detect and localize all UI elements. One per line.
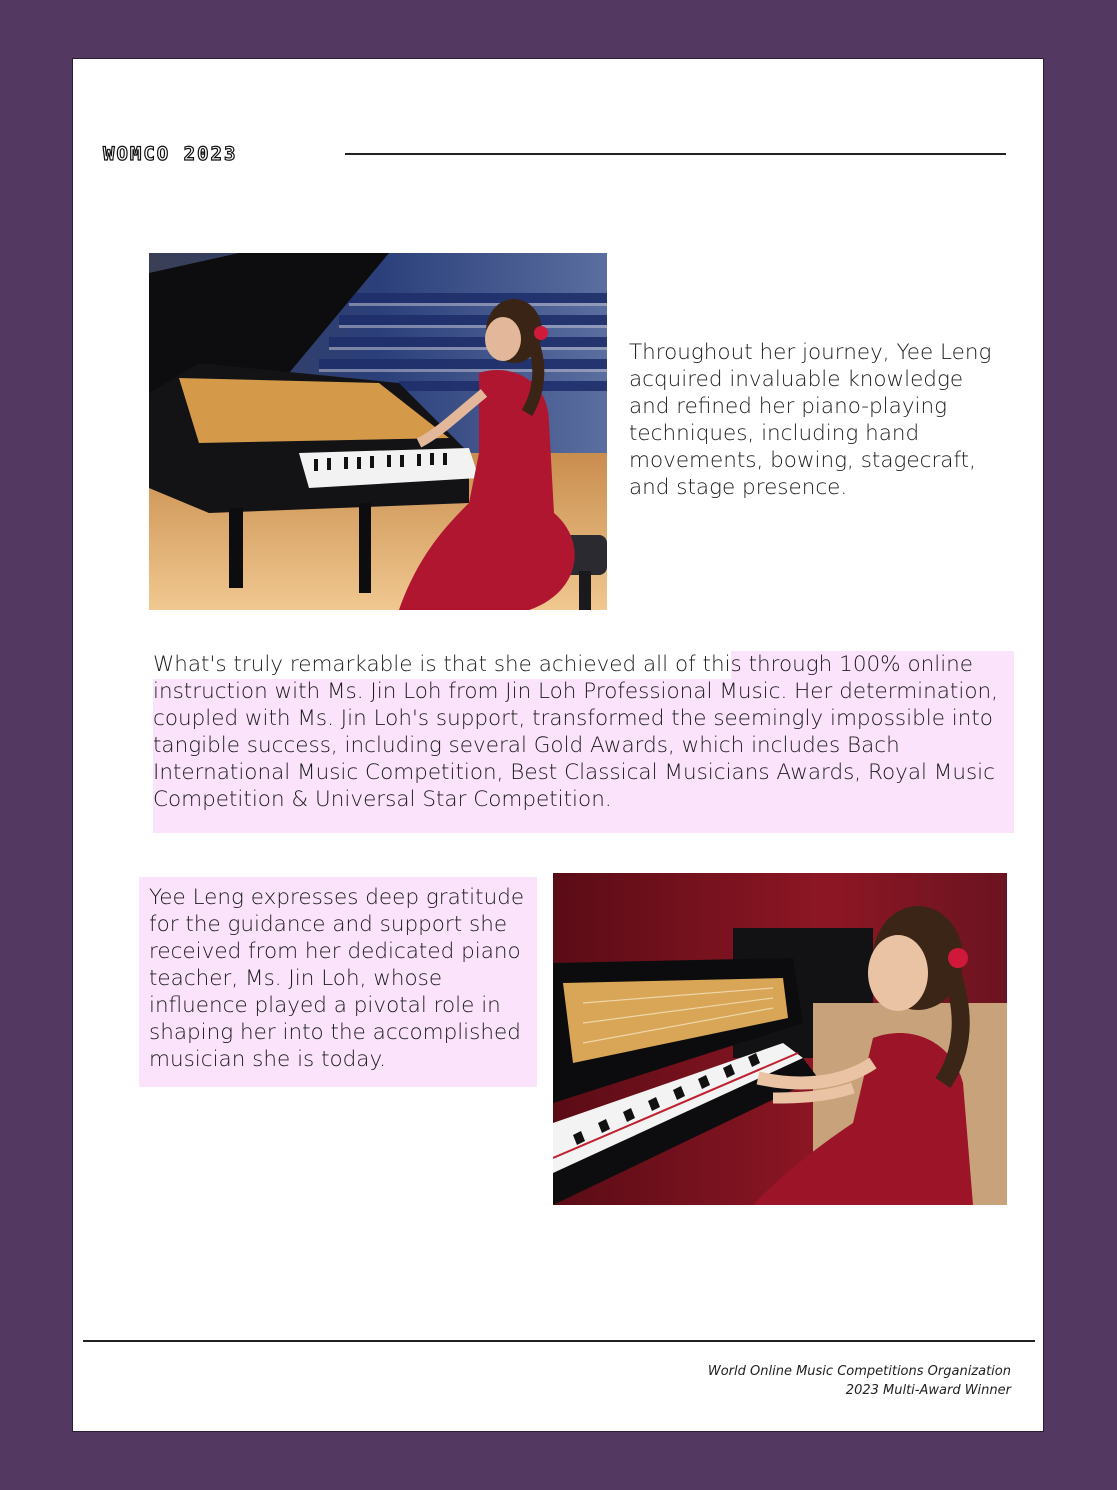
document-page <box>72 58 1044 1432</box>
remarkable-paragraph: What's truly remarkable is that she achieved all of this through 100% online instruction with Ms. Jin Loh from Jin Loh Professional Music. Her determination, coupled with Ms. Jin Loh's support, transformed the seemingly impossible into tangible success, including several Gold Awards, which includes Bach International Music Competition, Best Classical Musicians Awards, Royal Music Competition & Universal Star Competition. <box>153 651 1014 813</box>
footer-divider <box>83 1340 1035 1342</box>
intro-paragraph: Throughout her journey, Yee Leng acquired invaluable knowledge and refined her piano-playing techniques, including hand movements, bowing, stagecraft, and stage presence. <box>629 340 992 500</box>
photo-pianist-closeup <box>553 873 1007 1205</box>
footer-org: World Online Music Competitions Organization <box>707 1364 1011 1379</box>
header-divider <box>345 153 1006 155</box>
photo-pianist-stage <box>149 253 607 610</box>
gratitude-paragraph: Yee Leng expresses deep gratitude for the guidance and support she received from her dedicated piano teacher, Ms. Jin Loh, whose influence played a pivotal role in shaping her into the accomplished musician she is today. <box>149 885 525 1072</box>
header-label: WOMCO 2023 <box>103 143 238 165</box>
footer-award: 2023 Multi-Award Winner <box>845 1383 1011 1398</box>
footer <box>708 1362 1011 1400</box>
